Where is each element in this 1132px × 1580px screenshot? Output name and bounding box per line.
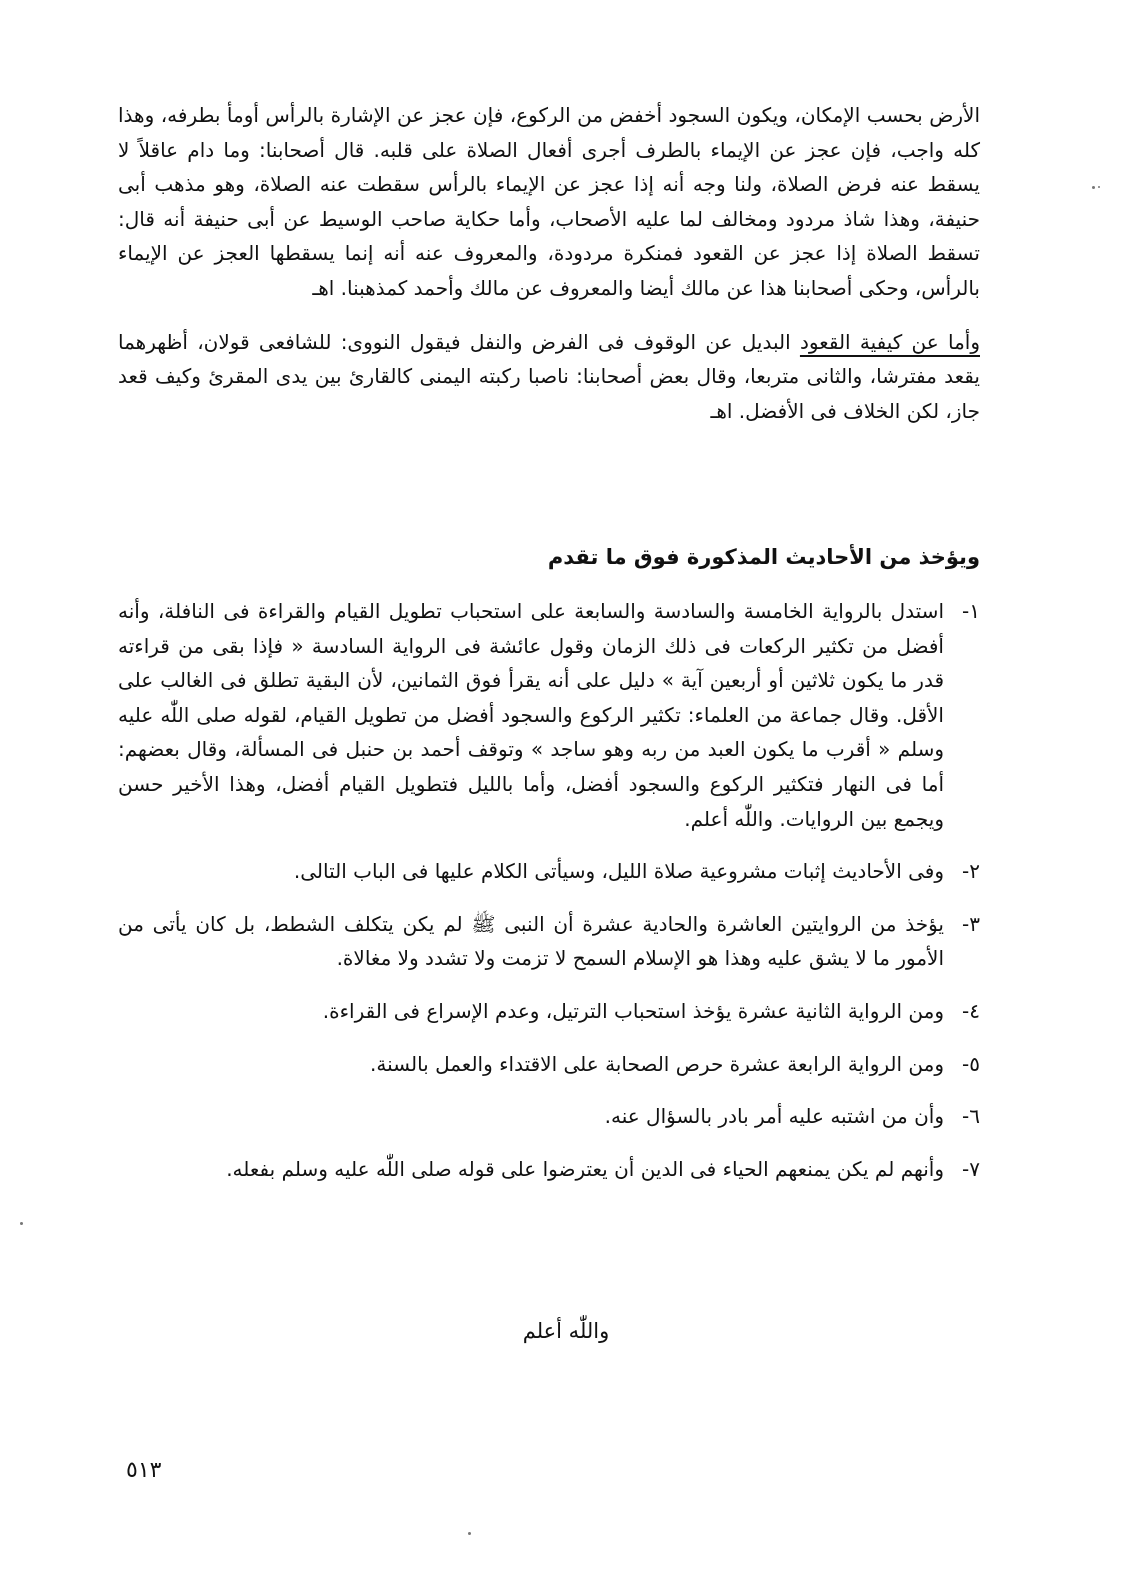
- list-item-number: ٥-: [962, 1051, 980, 1076]
- list-item: [118, 994, 980, 1029]
- body-text: [118, 98, 980, 428]
- list-item-text: ومن الرواية الرابعة عشرة حرص الصحابة على الاقتداء والعمل بالسنة.: [370, 1051, 944, 1076]
- paragraph-sitting-text: البديل عن الوقوف فى الفرض والنفل فيقول النووى: للشافعى قولان، أظهرهما يقعد مفترشا، والثانى متربعا، وقال بعض أصحابنا: ناصبا ركبته اليمنى كالقارئ بين يدى المقرئ وكيف قعد جاز، لكن الخلاف فى الأفضل. اهـ: [118, 329, 980, 423]
- paragraph-sitting: [118, 325, 980, 429]
- numbered-list: [118, 594, 980, 1204]
- list-item: [118, 907, 980, 976]
- list-item-number: ٣-: [962, 911, 980, 936]
- list-item: [118, 1047, 980, 1082]
- underlined-phrase: وأما عن كيفية القعود: [799, 329, 980, 354]
- list-item-text: يؤخذ من الروايتين العاشرة والحادية عشرة أن النبى ﷺ لم يكن يتكلف الشطط، بل كان يأتى من الأمور ما لا يشق عليه وهذا هو الإسلام السمح لا تزمت ولا تشدد ولا مغالاة.: [118, 911, 944, 971]
- list-item-number: ٤-: [962, 998, 980, 1023]
- scan-speck: [20, 1222, 23, 1225]
- scan-speck: [1092, 186, 1095, 189]
- scan-speck: [1098, 186, 1100, 188]
- list-item-text: وأن من اشتبه عليه أمر بادر بالسؤال عنه.: [604, 1104, 944, 1129]
- list-item-number: ٦-: [962, 1104, 980, 1129]
- list-item-text: وفى الأحاديث إثبات مشروعية صلاة الليل، وسيأتى الكلام عليها فى الباب التالى.: [293, 859, 944, 884]
- closing-phrase: واللّٰه أعلم: [522, 1319, 610, 1343]
- scan-speck: [468, 1532, 471, 1535]
- list-item-text: استدل بالرواية الخامسة والسادسة والسابعة على استحباب تطويل القيام والقراءة فى النافلة، وأنه أفضل من تكثير الركعات فى ذلك الزمان وقول عائشة فى الرواية السادسة « فإذا بقى من قراءته قدر ما يكون ثلاثين أو أربعين آية » دليل على أنه يقرأ فوق الثمانين، لأن البقية تطلق فى الغالب على الأقل. وقال جماعة من العلماء: تكثير الركوع والسجود أفضل من تطويل القيام، لقوله صلى اللّٰه عليه وسلم « أقرب ما يكون العبد من ربه وهو ساجد » وتوقف أحمد بن حنبل فى المسألة، وقال بعضهم: أما فى النهار فتكثير الركوع والسجود أفضل، وأما بالليل فتطويل القيام أفضل، وهذا الأخير حسن ويجمع بين الروايات. واللّٰه أعلم.: [118, 599, 944, 831]
- list-item: [118, 854, 980, 889]
- list-item: [118, 1099, 980, 1134]
- paragraph-intro: الأرض بحسب الإمكان، ويكون السجود أخفض من الركوع، فإن عجز عن الإشارة بالرأس أومأ بطرفه، وهذا كله واجب، فإن عجز عن الإيماء بالطرف أجرى أفعال الصلاة على قلبه. قال أصحابنا: وما دام عاقلاً لا يسقط عنه فرض الصلاة، ولنا وجه أنه إذا عجز عن الإيماء بالرأس سقطت عنه الصلاة، وهو مذهب أبى حنيفة، وهذا شاذ مردود ومخالف لما عليه الأصحاب، وأما حكاية صاحب الوسيط عن أبى حنيفة أنه قال: تسقط الصلاة إذا عجز عن القعود فمنكرة مردودة، والمعروف عنه أنه إنما يسقطها العجز عن الإيماء بالرأس، وحكى أصحابنا هذا عن مالك أيضا والمعروف عن مالك وأحمد كمذهبنا. اهـ: [118, 103, 980, 300]
- list-item-number: ١-: [962, 599, 980, 623]
- list-item-number: ٧-: [962, 1156, 980, 1181]
- section-heading: ويؤخذ من الأحاديث المذكورة فوق ما تقدم: [547, 545, 980, 569]
- page-number: ٥١٣: [126, 1458, 162, 1483]
- list-item: [118, 594, 980, 836]
- list-item: [118, 1152, 980, 1187]
- list-item-text: ومن الرواية الثانية عشرة يؤخذ استحباب الترتيل، وعدم الإسراع فى القراءة.: [322, 998, 944, 1023]
- list-item-number: ٢-: [962, 859, 980, 884]
- list-item-text: وأنهم لم يكن يمنعهم الحياء فى الدين أن يعترضوا على قوله صلى اللّٰه عليه وسلم بفعله.: [226, 1156, 944, 1181]
